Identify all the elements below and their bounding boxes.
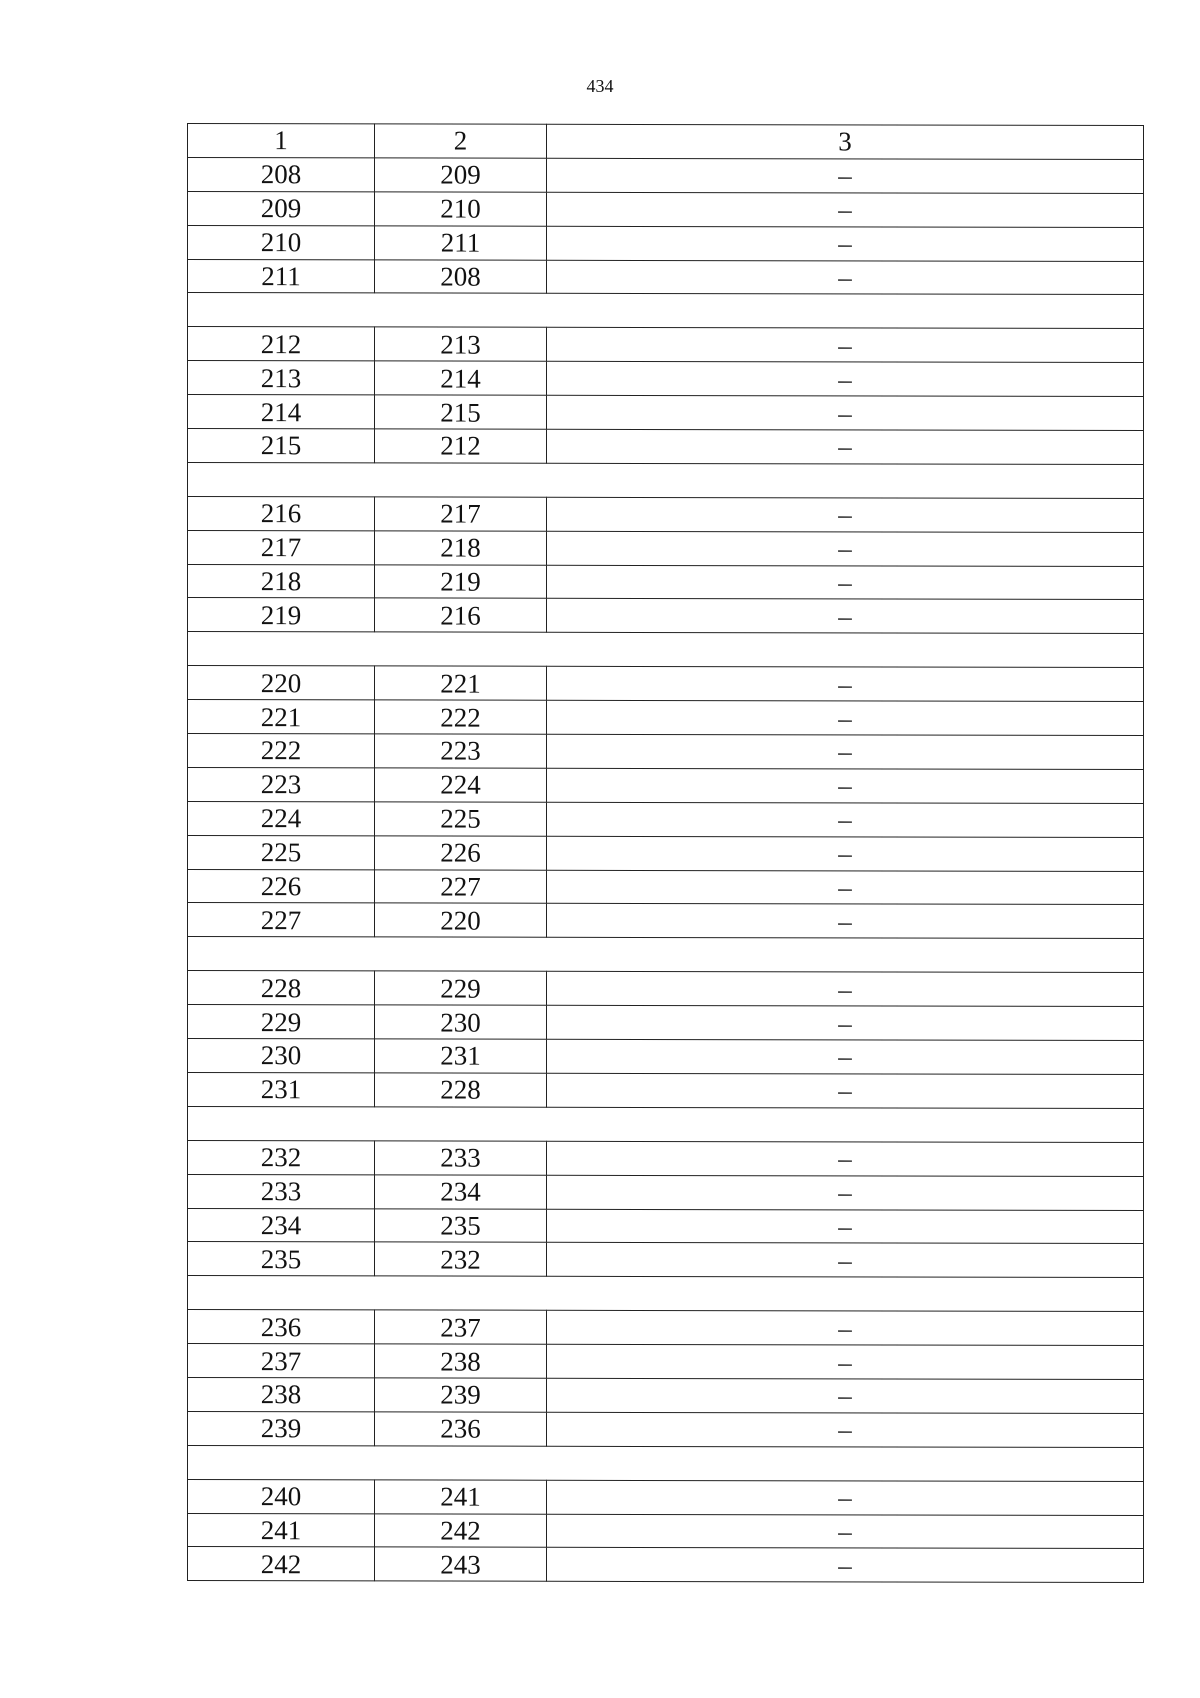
cell-col3: – <box>547 1073 1144 1108</box>
cell-col2: 230 <box>375 1005 547 1039</box>
cell-col3: – <box>547 904 1144 939</box>
group-separator-cell <box>188 293 1144 329</box>
table-row <box>188 429 1144 465</box>
cell-col3: – <box>547 1378 1144 1413</box>
cell-col3: – <box>547 870 1144 905</box>
cell-col3: – <box>547 328 1144 363</box>
group-separator-cell <box>188 632 1144 668</box>
table-row <box>188 1377 1144 1413</box>
cell-col2: 236 <box>375 1412 547 1446</box>
cell-col2: 208 <box>375 259 547 293</box>
cell-col2: 227 <box>375 869 547 903</box>
cell-col3: – <box>547 1039 1144 1074</box>
cell-col2: 226 <box>375 836 547 870</box>
cell-col2: 232 <box>375 1242 547 1276</box>
group-separator-row <box>188 293 1144 329</box>
cell-col2: 212 <box>375 429 547 463</box>
cell-col2: 237 <box>375 1310 547 1344</box>
cell-col2: 238 <box>375 1344 547 1378</box>
group-separator-row <box>188 632 1144 668</box>
cell-col3: – <box>547 1175 1144 1210</box>
cell-col2: 218 <box>375 531 547 565</box>
cell-col2: 219 <box>375 564 547 598</box>
table-row <box>188 971 1144 1007</box>
cell-col3: – <box>547 1412 1144 1447</box>
cell-col3: – <box>547 531 1144 566</box>
cell-col1: 219 <box>188 598 375 632</box>
cell-col1: 215 <box>188 429 375 463</box>
cell-col2: 233 <box>375 1141 547 1175</box>
table-row <box>188 157 1144 193</box>
group-separator-row <box>188 462 1144 498</box>
cell-col2: 242 <box>375 1513 547 1547</box>
cell-col3: – <box>547 1548 1144 1583</box>
table-row <box>188 1547 1144 1583</box>
group-separator-row <box>188 1276 1144 1312</box>
table-row <box>188 530 1144 566</box>
cell-col2: 214 <box>375 361 547 395</box>
cell-col3: – <box>547 1514 1144 1549</box>
cell-col1: 214 <box>188 395 375 429</box>
cell-col3: – <box>547 667 1144 702</box>
table-row <box>188 395 1144 431</box>
page-number: 434 <box>586 76 614 96</box>
cell-col2: 241 <box>375 1480 547 1514</box>
cell-col2: 231 <box>375 1039 547 1073</box>
cell-col1: 223 <box>188 767 375 801</box>
table-row <box>188 1310 1144 1346</box>
cell-col1: 227 <box>188 903 375 937</box>
cell-col2: 217 <box>375 497 547 531</box>
cell-col2: 223 <box>375 734 547 768</box>
table-row <box>188 1174 1144 1210</box>
cell-col1: 224 <box>188 801 375 835</box>
group-separator-cell <box>188 937 1144 973</box>
table-row <box>188 1242 1144 1278</box>
cell-col2: 221 <box>375 666 547 700</box>
cell-col3: – <box>547 802 1144 837</box>
cell-col1: 229 <box>188 1005 375 1039</box>
cell-col3: – <box>547 565 1144 600</box>
cell-col2: 210 <box>375 192 547 226</box>
cell-col1: 209 <box>188 191 375 225</box>
table-row <box>188 734 1144 770</box>
cell-col1: 212 <box>188 327 375 361</box>
table-row <box>188 1005 1144 1041</box>
cell-col3: – <box>547 972 1144 1007</box>
data-table <box>187 123 1144 1583</box>
table-row <box>188 1411 1144 1447</box>
table-row <box>188 869 1144 905</box>
cell-col1: 218 <box>188 564 375 598</box>
cell-col3: – <box>547 497 1144 532</box>
table-row <box>188 496 1144 532</box>
cell-col2: 216 <box>375 598 547 632</box>
cell-col1: 242 <box>188 1547 375 1581</box>
group-separator-cell <box>188 1445 1144 1481</box>
table-row <box>188 1513 1144 1549</box>
data-table-wrapper <box>187 123 1143 1583</box>
cell-col1: 234 <box>188 1208 375 1242</box>
group-separator-row <box>188 937 1144 973</box>
table-row <box>188 903 1144 939</box>
cell-col1: 240 <box>188 1479 375 1513</box>
cell-col1: 235 <box>188 1242 375 1276</box>
cell-col1: 220 <box>188 666 375 700</box>
cell-col2: 225 <box>375 802 547 836</box>
table-header-row <box>188 124 1144 160</box>
cell-col3: – <box>547 734 1144 769</box>
group-separator-row <box>188 1445 1144 1481</box>
cell-col3: – <box>547 1141 1144 1176</box>
cell-col1: 210 <box>188 225 375 259</box>
group-separator-cell <box>188 1276 1144 1312</box>
cell-col2: 220 <box>375 903 547 937</box>
cell-col1: 232 <box>188 1140 375 1174</box>
cell-col1: 239 <box>188 1411 375 1445</box>
cell-col1: 226 <box>188 869 375 903</box>
cell-col2: 234 <box>375 1175 547 1209</box>
table-row <box>188 666 1144 702</box>
cell-col3: – <box>547 1005 1144 1040</box>
cell-col3: – <box>547 158 1144 193</box>
table-row <box>188 564 1144 600</box>
cell-col2: 222 <box>375 700 547 734</box>
cell-col1: 221 <box>188 700 375 734</box>
table-row <box>188 1039 1144 1075</box>
cell-col3: – <box>547 1209 1144 1244</box>
table-row <box>188 1072 1144 1108</box>
table-row <box>188 835 1144 871</box>
cell-col2: 224 <box>375 768 547 802</box>
header-cell-col1: 1 <box>188 124 375 158</box>
cell-col3: – <box>547 260 1144 295</box>
cell-col1: 237 <box>188 1344 375 1378</box>
cell-col3: – <box>547 429 1144 464</box>
cell-col2: 235 <box>375 1208 547 1242</box>
table-row <box>188 361 1144 397</box>
cell-col2: 239 <box>375 1378 547 1412</box>
cell-col2: 229 <box>375 971 547 1005</box>
cell-col1: 233 <box>188 1174 375 1208</box>
cell-col1: 211 <box>188 259 375 293</box>
header-cell-col3: 3 <box>547 124 1144 159</box>
table-body <box>188 124 1144 1583</box>
cell-col3: – <box>547 226 1144 261</box>
cell-col1: 238 <box>188 1377 375 1411</box>
cell-col1: 231 <box>188 1072 375 1106</box>
cell-col1: 222 <box>188 734 375 768</box>
table-row <box>188 1479 1144 1515</box>
cell-col2: 211 <box>375 226 547 260</box>
cell-col3: – <box>547 768 1144 803</box>
table-row <box>188 225 1144 261</box>
cell-col1: 216 <box>188 496 375 530</box>
cell-col3: – <box>547 1243 1144 1278</box>
table-row <box>188 598 1144 634</box>
cell-col1: 230 <box>188 1039 375 1073</box>
cell-col3: – <box>547 700 1144 735</box>
cell-col3: – <box>547 836 1144 871</box>
table-row <box>188 1208 1144 1244</box>
table-row <box>188 191 1144 227</box>
table-row <box>188 700 1144 736</box>
table-row <box>188 801 1144 837</box>
group-separator-cell <box>188 1106 1144 1142</box>
cell-col3: – <box>547 1480 1144 1515</box>
cell-col3: – <box>547 599 1144 634</box>
table-row <box>188 767 1144 803</box>
cell-col1: 236 <box>188 1310 375 1344</box>
cell-col2: 209 <box>375 158 547 192</box>
cell-col2: 243 <box>375 1547 547 1581</box>
header-cell-col2: 2 <box>375 124 547 158</box>
cell-col1: 208 <box>188 157 375 191</box>
cell-col1: 228 <box>188 971 375 1005</box>
cell-col1: 241 <box>188 1513 375 1547</box>
cell-col3: – <box>547 1310 1144 1345</box>
cell-col3: – <box>547 361 1144 396</box>
cell-col3: – <box>547 395 1144 430</box>
table-row <box>188 259 1144 295</box>
cell-col3: – <box>547 1344 1144 1379</box>
cell-col1: 217 <box>188 530 375 564</box>
cell-col2: 215 <box>375 395 547 429</box>
table-row <box>188 1140 1144 1176</box>
cell-col1: 213 <box>188 361 375 395</box>
group-separator-cell <box>188 462 1144 498</box>
cell-col2: 213 <box>375 327 547 361</box>
cell-col2: 228 <box>375 1073 547 1107</box>
table-row <box>188 327 1144 363</box>
table-row <box>188 1344 1144 1380</box>
cell-col1: 225 <box>188 835 375 869</box>
group-separator-row <box>188 1106 1144 1142</box>
cell-col3: – <box>547 192 1144 227</box>
